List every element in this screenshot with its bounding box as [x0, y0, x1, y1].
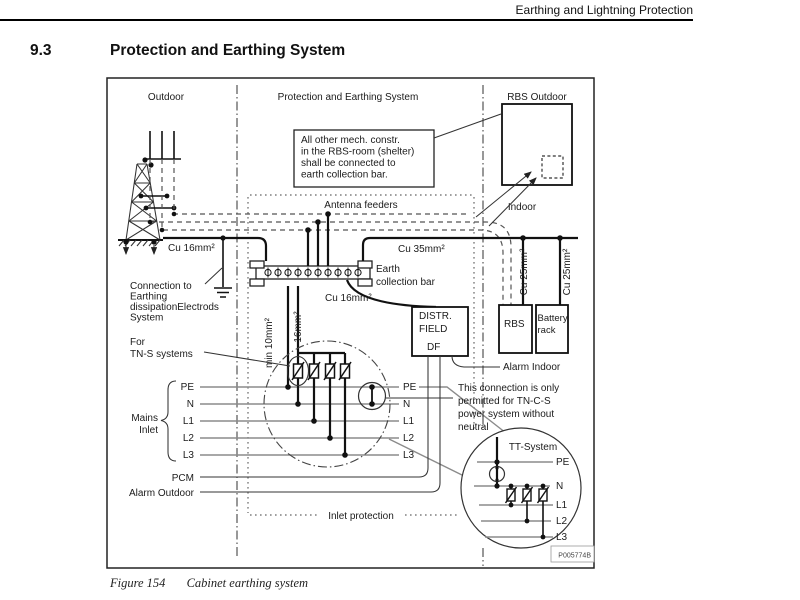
note-line-4: earth collection bar. [301, 169, 388, 181]
tt-label-l3: L3 [556, 532, 568, 543]
label-df-1: DISTR. [419, 311, 452, 322]
label-cu16-tower: Cu 16mm² [168, 243, 215, 254]
mains-left-l3: L3 [182, 450, 194, 461]
mains-left-n: N [186, 399, 194, 410]
label-cu35: Cu 35mm² [398, 244, 445, 255]
label-conn-3: dissipationElectrods [130, 302, 219, 313]
mains-right-l3: L3 [403, 450, 415, 461]
tt-label-l2: L2 [556, 516, 568, 527]
zone-label-protection: Protection and Earthing System [277, 92, 419, 103]
label-cu25-rbs: Cu 25mm² [519, 248, 530, 296]
mains-left-l1: L1 [182, 416, 194, 427]
label-conn-4: System [130, 312, 164, 324]
label-df-2: FIELD [419, 324, 448, 335]
section-number: 9.3 [30, 42, 52, 59]
mains-right-l1: L1 [403, 416, 415, 427]
label-inlet-protection: Inlet protection [328, 511, 394, 522]
figure-caption-text: Cabinet earthing system [186, 576, 309, 590]
mains-right-pe: PE [403, 382, 417, 393]
figure-label: Figure 154 [110, 576, 166, 590]
drawing-number: P005774B [558, 552, 591, 560]
note-line-1: All other mech. constr. [301, 135, 400, 146]
mains-left-pe: PE [180, 382, 194, 393]
section-title: Protection and Earthing System [110, 42, 346, 59]
label-conn-1: Connection to [130, 281, 192, 292]
zone-label-indoor: Indoor [507, 202, 537, 213]
label-tns-1: For [130, 337, 145, 348]
label-earth-bar-2: collection bar [376, 277, 435, 288]
label-mm16: 16mm² [293, 311, 304, 343]
mains-left-l2: L2 [182, 433, 194, 444]
label-inlet: Inlet [139, 425, 158, 436]
label-mains: Mains [131, 413, 158, 424]
label-tncs-2: permitted for TN-C-S [458, 396, 551, 407]
figure-caption [110, 576, 308, 591]
label-battery-1: Battery [537, 313, 568, 324]
tt-label-pe: PE [556, 457, 570, 468]
header-title: Earthing and Lightning Protection [515, 3, 693, 17]
rbs-outdoor-box [502, 104, 572, 185]
label-rbs: RBS [504, 319, 525, 330]
label-alarm-outdoor: Alarm Outdoor [128, 488, 194, 499]
note-line-2: in the RBS-room (shelter) [301, 146, 415, 158]
zone-label-rbs-outdoor: RBS Outdoor [507, 92, 567, 103]
label-cu16-df: Cu 16mm² [325, 293, 372, 304]
label-min10: min 10mm² [264, 317, 275, 369]
mains-right-n: N [403, 399, 411, 410]
label-tncs-1: This connection is only [458, 383, 560, 394]
note-line-3: shall be connected to [301, 158, 396, 169]
label-antenna-feeders: Antenna feeders [324, 200, 398, 211]
tt-label-n: N [556, 481, 564, 492]
label-conn-2: Earthing [130, 291, 168, 303]
label-earth-bar-1: Earth [376, 264, 400, 275]
label-alarm-indoor: Alarm Indoor [503, 362, 561, 373]
zone-label-outdoor: Outdoor [147, 92, 185, 103]
label-tt-system: TT-System [508, 442, 558, 453]
label-battery-2: rack [537, 325, 556, 336]
label-tncs-4: neutral [458, 422, 489, 433]
label-pcm: PCM [171, 473, 194, 484]
tt-label-l1: L1 [556, 500, 568, 511]
mains-right-l2: L2 [403, 433, 415, 444]
label-tncs-3: power system without [458, 409, 555, 420]
label-df-3: DF [427, 342, 441, 353]
label-tns-2: TN-S systems [130, 349, 193, 360]
label-cu25-battery: Cu 25mm² [562, 248, 573, 296]
